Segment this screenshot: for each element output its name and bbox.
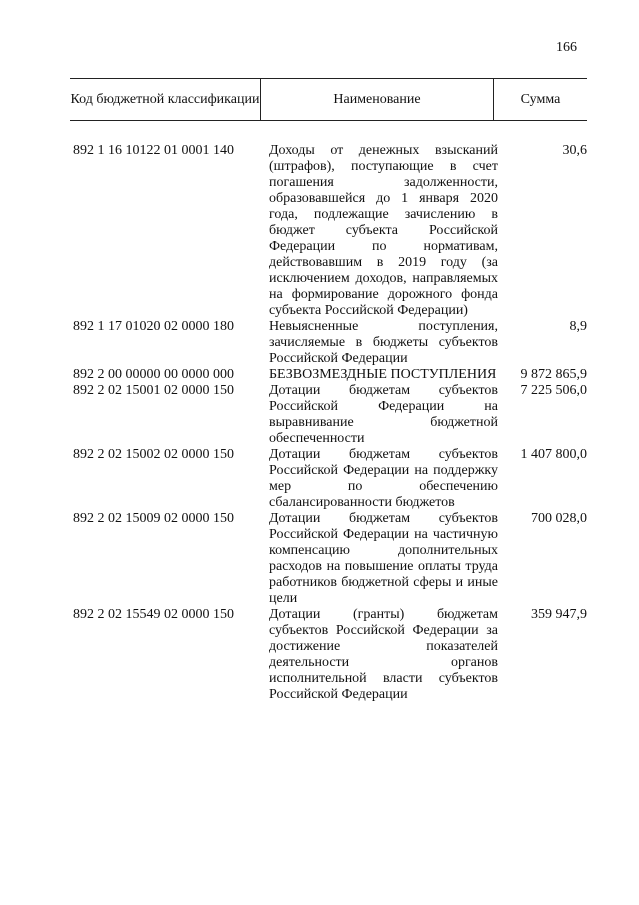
table-row: [70, 319, 587, 367]
row-sum: 1 407 800,0: [520, 447, 587, 462]
header-sum: Сумма: [520, 91, 561, 107]
row-code: 892 2 02 15002 02 0000 150: [73, 447, 234, 462]
row-code: 892 1 17 01020 02 0000 180: [73, 319, 234, 334]
row-sum: 8,9: [569, 319, 587, 334]
budget-table: [70, 78, 587, 703]
table-row: [70, 607, 587, 703]
table-row: [70, 447, 587, 511]
row-code: 892 2 00 00000 00 0000 000: [73, 367, 234, 382]
row-name: Дотации бюджетам субъектов Российской Федерации на частичную компенсацию дополнительных расходов на повышение оплаты труда работников бюджетной сферы и иные цели: [269, 511, 498, 606]
row-code: 892 2 02 15009 02 0000 150: [73, 511, 234, 526]
table-header: [70, 78, 587, 121]
row-name: Дотации бюджетам субъектов Российской Федерации на поддержку мер по обеспечению сбалансированности бюджетов: [269, 447, 498, 510]
header-code: Код бюджетной классификации: [70, 91, 260, 107]
row-sum: 359 947,9: [531, 607, 587, 622]
row-code: 892 2 02 15549 02 0000 150: [73, 607, 234, 622]
row-sum: 7 225 506,0: [520, 383, 587, 398]
row-sum: 700 028,0: [531, 511, 587, 526]
header-name: Наименование: [260, 79, 494, 120]
row-name: Невыясненные поступления, зачисляемые в бюджеты субъектов Российской Федерации: [269, 319, 498, 366]
row-name: Доходы от денежных взысканий (штрафов), поступающие в счет погашения задолженности, образовавшейся до 1 января 2020 года, подлежащие зачислению в бюджет субъекта Российской Федерации по нормативам, действовавшим в 2019 году (за исключением доходов, направляемых на формирование дорожного фонда субъекта Российской Федерации): [269, 143, 498, 318]
row-code: 892 2 02 15001 02 0000 150: [73, 383, 234, 398]
row-name: БЕЗВОЗМЕЗДНЫЕ ПОСТУПЛЕНИЯ: [269, 367, 497, 382]
table-body: [70, 143, 587, 703]
table-row: [70, 367, 587, 383]
table-row: [70, 511, 587, 607]
row-name: Дотации (гранты) бюджетам субъектов Российской Федерации за достижение показателей деятельности органов исполнительной власти субъектов Российской Федерации: [269, 607, 498, 702]
row-sum: 30,6: [562, 143, 587, 158]
row-name: Дотации бюджетам субъектов Российской Федерации на выравнивание бюджетной обеспеченности: [269, 383, 498, 446]
row-code: 892 1 16 10122 01 0001 140: [73, 143, 234, 158]
table-row: [70, 143, 587, 319]
row-sum: 9 872 865,9: [520, 367, 587, 382]
page-number: 166: [556, 40, 577, 55]
table-row: [70, 383, 587, 447]
